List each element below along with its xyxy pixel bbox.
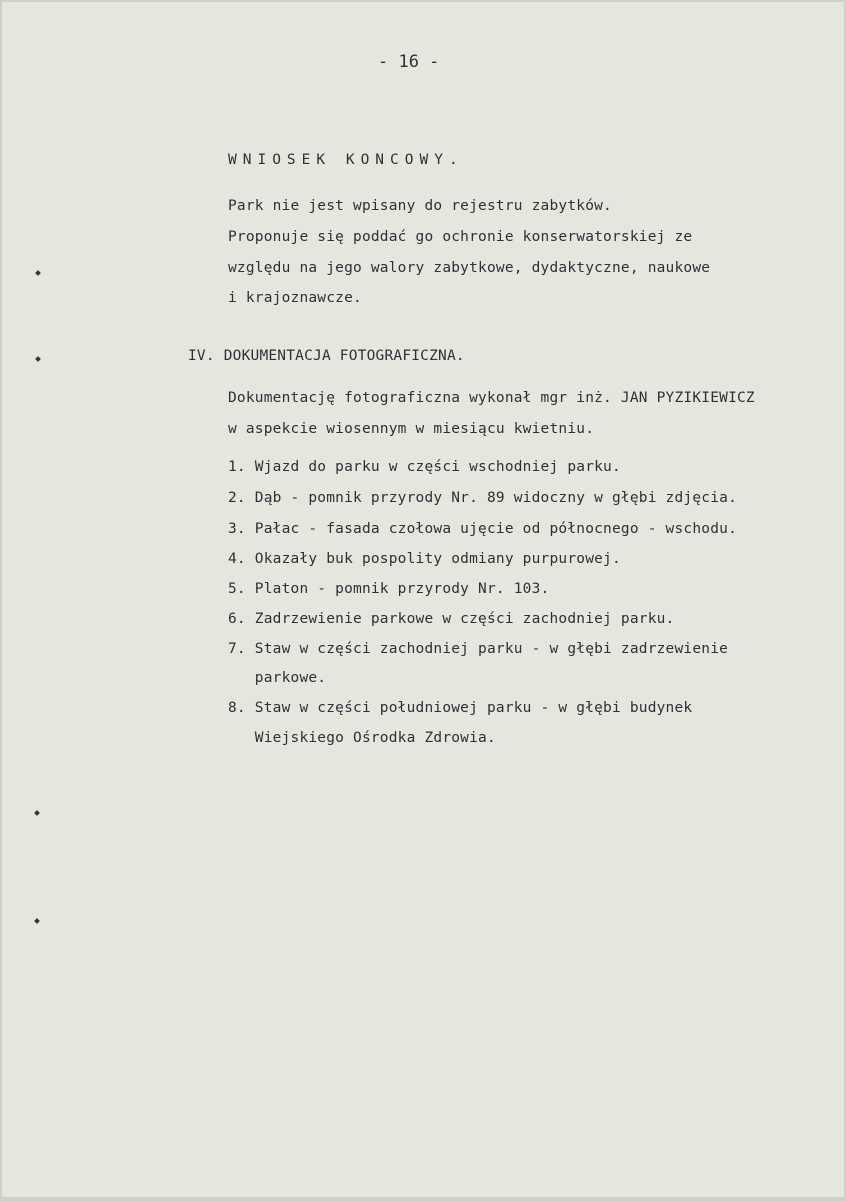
- document-page: [2, 2, 844, 1197]
- photo-list-item: 6. Zadrzewienie parkowe w części zachodniej parku.: [228, 611, 675, 627]
- conclusion-line: względu na jego walory zabytkowe, dydaktyczne, naukowe: [228, 260, 711, 276]
- photo-list-item: 3. Pałac - fasada czołowa ujęcie od północnego - wschodu.: [228, 521, 737, 537]
- documentation-intro-line: Dokumentację fotograficzna wykonał mgr inż. JAN PYZIKIEWICZ: [228, 390, 755, 406]
- conclusion-line: i krajoznawcze.: [228, 290, 362, 306]
- photo-list-item-continuation: parkowe.: [228, 670, 327, 686]
- binder-hole-mark: [34, 918, 40, 924]
- photo-list-item-continuation: Wiejskiego Ośrodka Zdrowia.: [228, 730, 496, 746]
- conclusion-line: Proponuje się poddać go ochronie konserwatorskiej ze: [228, 229, 693, 245]
- binder-hole-mark: [34, 810, 40, 816]
- photo-list-item: 8. Staw w części południowej parku - w głębi budynek: [228, 700, 693, 716]
- page-number: - 16 -: [378, 52, 440, 72]
- documentation-intro-line: w aspekcie wiosennym w miesiącu kwietniu.: [228, 421, 595, 437]
- binder-hole-mark: [35, 356, 41, 362]
- photo-list-item: 5. Platon - pomnik przyrody Nr. 103.: [228, 581, 550, 597]
- photo-list-item: 1. Wjazd do parku w części wschodniej parku.: [228, 459, 621, 475]
- photo-list-item: 7. Staw w części zachodniej parku - w głębi zadrzewienie: [228, 641, 729, 657]
- binder-hole-mark: [35, 270, 41, 276]
- conclusion-heading: WNIOSEK KONCOWY.: [228, 152, 464, 168]
- documentation-heading: IV. DOKUMENTACJA FOTOGRAFICZNA.: [188, 348, 465, 364]
- conclusion-line: Park nie jest wpisany do rejestru zabytków.: [228, 198, 612, 214]
- photo-list-item: 4. Okazały buk pospolity odmiany purpurowej.: [228, 551, 621, 567]
- photo-list-item: 2. Dąb - pomnik przyrody Nr. 89 widoczny w głębi zdjęcia.: [228, 490, 737, 506]
